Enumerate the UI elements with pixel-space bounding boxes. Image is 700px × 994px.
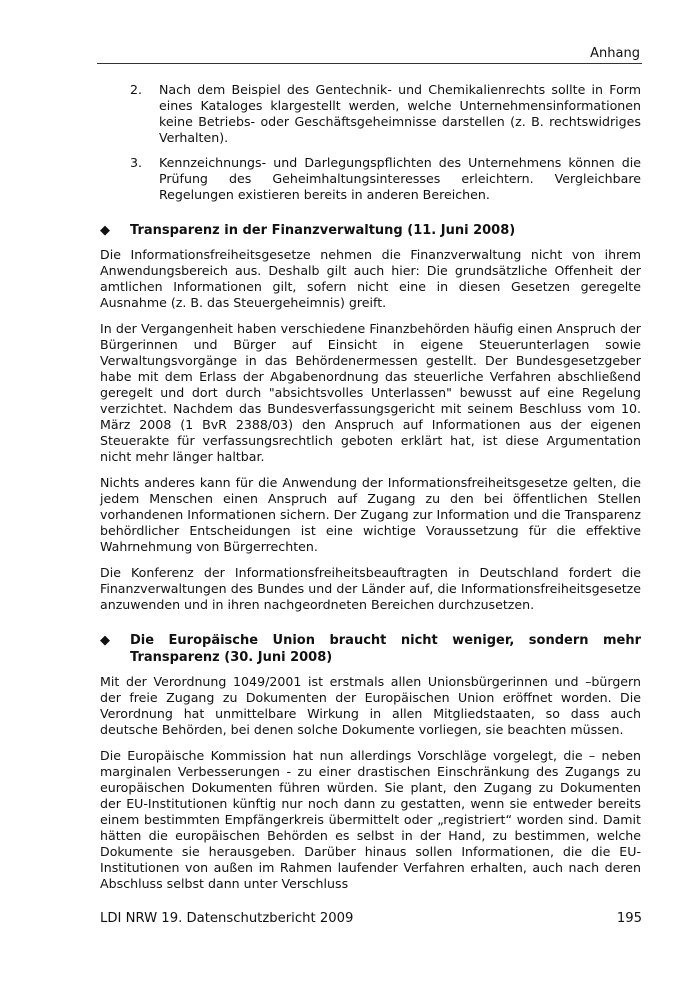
list-item-number: 3. <box>130 155 143 170</box>
section-heading <box>100 222 641 239</box>
footer-publication: LDI NRW 19. Datenschutzbericht 2009 <box>100 911 354 926</box>
section-title: Transparenz in der Finanzverwaltung (11. Juni 2008) <box>130 223 516 238</box>
paragraph: Die Konferenz der Informationsfreiheitsbeauftragten in Deutschland fordert die Finanzverwaltungen des Bundes und der Länder auf, die Informationsfreiheitsgesetze anzuwenden und in ihren nachgeordneten Bereichen durchzusetzen. <box>100 565 641 612</box>
list-item-number: 2. <box>130 82 143 97</box>
section-title: Die Europäische Union braucht nicht weniger, sondern mehr Transparenz (30. Juni 2008) <box>130 633 641 665</box>
running-header: Anhang <box>590 46 640 61</box>
list-item-text: Kennzeichnungs- und Darlegungspflichten des Unternehmens können die Prüfung des Geheimhaltungsinteresses erleichtern. Vergleichbare Regelungen existieren bereits in anderen Bereichen. <box>159 155 641 202</box>
section-heading <box>100 632 641 666</box>
paragraph: Nichts anderes kann für die Anwendung der Informationsfreiheitsgesetze gelten, die jedem Menschen einen Anspruch auf Zugang zu den bei öffentlichen Stellen vorhandenen Informationen sichern. Der Zugang zur Information und die Transparenz behördlicher Entscheidungen ist eine wichtige Voraussetzung für die effektive Wahrnehmung von Bürgerrechten. <box>100 475 641 554</box>
header-divider <box>97 63 642 64</box>
page-number: 195 <box>616 911 642 926</box>
diamond-bullet-icon: ◆ <box>100 633 110 648</box>
list-item <box>100 155 641 203</box>
page-body <box>100 82 641 902</box>
paragraph: In der Vergangenheit haben verschiedene Finanzbehörden häufig einen Anspruch der Bürgerinnen und Bürger auf Einsicht in eigene Steuerunterlagen sowie Verwaltungsvorgänge in das Behördenermessen gestellt. Der Bundesgesetzgeber habe mit dem Erlass der Abgabenordnung das steuerliche Verfahren abschließend geregelt und dort durch "absichtsvolles Unterlassen" bewusst auf eine Regelung verzichtet. Nachdem das Bundesverfassungsgericht mit seinem Beschluss vom 10. März 2008 (1 BvR 2388/03) den Anspruch auf Informationen aus der eigenen Steuerakte für verfassungsrechtlich geboten erklärt hat, ist diese Argumentation nicht mehr länger haltbar. <box>100 321 641 464</box>
list-item <box>100 82 641 146</box>
paragraph: Mit der Verordnung 1049/2001 ist erstmals allen Unionsbürgerinnen und –bürgern der freie Zugang zu Dokumenten der Europäischen Union eröffnet worden. Die Verordnung hat unmittelbare Wirkung in allen Mitgliedstaaten, so dass auch deutsche Behörden, bei denen solche Dokumente vorliegen, sie beachten müssen. <box>100 674 641 737</box>
paragraph: Die Europäische Kommission hat nun allerdings Vorschläge vorgelegt, die – neben marginalen Verbesserungen - zu einer drastischen Einschränkung des Zugangs zu europäischen Dokumenten führen würden. Sie plant, den Zugang zu Dokumenten der EU-Institutionen künftig nur noch dann zu gestatten, wenn sie entweder bereits einem bestimmten Empfängerkreis übermittelt oder „registriert“ worden sind. Damit hätten die europäischen Behörden es selbst in der Hand, zu bestimmen, welche Dokumente sie herausgeben. Darüber hinaus sollen Informationen, die die EU-Institutionen von außen im Rahmen laufender Verfahren erhalten, auch nach deren Abschluss selbst dann unter Verschluss <box>100 748 641 891</box>
paragraph: Die Informationsfreiheitsgesetze nehmen die Finanzverwaltung nicht von ihrem Anwendungsbereich aus. Deshalb gilt auch hier: Die grundsätzliche Offenheit der amtlichen Informationen gilt, sofern nicht eine in diesen Gesetzen geregelte Ausnahme (z. B. das Steuergeheimnis) greift. <box>100 247 641 310</box>
diamond-bullet-icon: ◆ <box>100 223 110 238</box>
list-item-text: Nach dem Beispiel des Gentechnik- und Chemikalienrechts sollte in Form eines Kataloges klargestellt werden, welche Unternehmensinformationen keine Betriebs- oder Geschäftsgeheimnisse darstellen (z. B. rechtswidriges Verhalten). <box>159 82 641 145</box>
